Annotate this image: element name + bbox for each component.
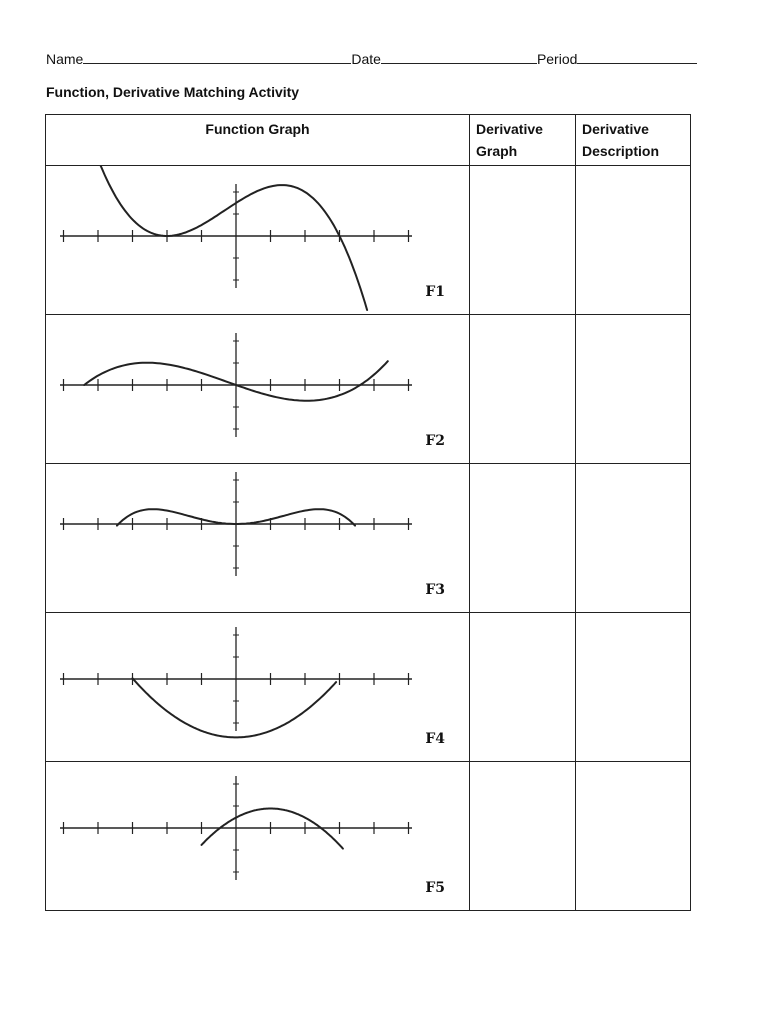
function-curve xyxy=(133,678,337,737)
function-graph xyxy=(46,315,470,463)
function-curve xyxy=(98,166,367,310)
table-row xyxy=(46,613,691,762)
activity-title: Function, Derivative Matching Activity xyxy=(46,84,300,100)
function-graph xyxy=(46,762,470,910)
date-blank[interactable] xyxy=(381,50,537,64)
name-label: Name xyxy=(46,51,84,67)
function-graph xyxy=(46,166,470,314)
derivative-description-answer-cell[interactable] xyxy=(576,613,691,762)
function-label: F1 xyxy=(425,284,445,300)
function-label: F4 xyxy=(425,731,445,747)
name-blank[interactable] xyxy=(83,50,351,64)
derivative-graph-answer-cell[interactable] xyxy=(470,613,576,762)
period-blank[interactable] xyxy=(577,50,697,64)
derivative-graph-answer-cell[interactable] xyxy=(470,762,576,911)
function-graph xyxy=(46,464,470,612)
matching-table xyxy=(45,114,691,911)
column-header-derivative-graph: Derivative Graph xyxy=(470,115,576,166)
function-label: F2 xyxy=(425,433,445,449)
function-label: F3 xyxy=(425,582,445,598)
column-header-derivative-description: Derivative Description xyxy=(576,115,691,166)
student-info-line xyxy=(46,50,726,70)
date-label: Date xyxy=(351,51,381,67)
table-row xyxy=(46,762,691,911)
derivative-graph-answer-cell[interactable] xyxy=(470,464,576,613)
derivative-description-answer-cell[interactable] xyxy=(576,464,691,613)
function-graph-cell xyxy=(46,464,470,613)
derivative-description-answer-cell[interactable] xyxy=(576,762,691,911)
table-row xyxy=(46,166,691,315)
derivative-graph-answer-cell[interactable] xyxy=(470,166,576,315)
function-graph-cell xyxy=(46,762,470,911)
derivative-graph-answer-cell[interactable] xyxy=(470,315,576,464)
derivative-description-answer-cell[interactable] xyxy=(576,166,691,315)
table-header-row xyxy=(46,115,691,166)
function-graph xyxy=(46,613,470,761)
period-label: Period xyxy=(536,51,578,67)
table-row xyxy=(46,315,691,464)
derivative-description-answer-cell[interactable] xyxy=(576,315,691,464)
function-label: F5 xyxy=(425,880,445,896)
function-graph-cell xyxy=(46,166,470,315)
table-row xyxy=(46,464,691,613)
function-graph-cell xyxy=(46,613,470,762)
column-header-function-graph: Function Graph xyxy=(46,115,470,166)
function-graph-cell xyxy=(46,315,470,464)
